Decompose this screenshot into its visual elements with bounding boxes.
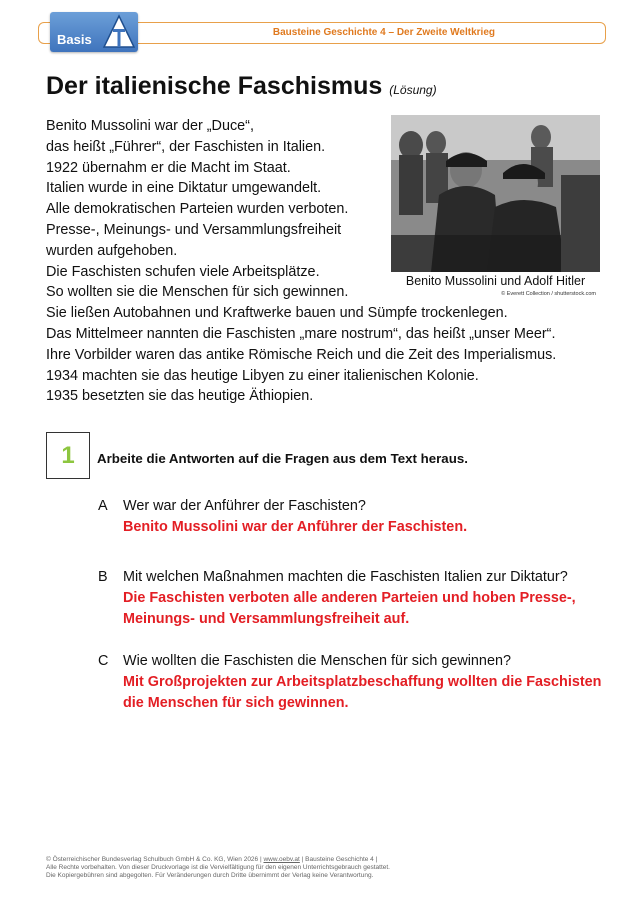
text-line: Ihre Vorbilder waren das antike Römische Reich und die Zeit des Imperialismus. [46, 346, 557, 363]
question-text: Mit welchen Maßnahmen machten die Faschisten Italien zur Diktatur? [123, 569, 568, 585]
text-line: Das Mittelmeer nannten die Faschisten „mare nostrum“, das heißt „unser Meer“. [46, 325, 556, 342]
series-title: Bausteine Geschichte 4 – Der Zweite Weltkrieg [272, 27, 495, 38]
text-line: 1935 besetzten sie das heutige Äthiopien. [46, 388, 314, 405]
question-letter: C [98, 653, 109, 669]
footer-line-1 [46, 856, 390, 864]
task-instruction: Arbeite die Antworten auf die Fragen aus dem Text heraus. [97, 451, 468, 466]
question-text: Wer war der Anführer der Faschisten? [123, 498, 366, 514]
basis-logo [50, 12, 138, 52]
answer-text: Benito Mussolini war der Anführer der Faschisten. [123, 519, 468, 535]
task-number: 1 [61, 441, 75, 469]
task-number-box [46, 432, 90, 479]
text-line: So wollten sie die Menschen für sich gewinnen. [46, 284, 349, 301]
footer [46, 856, 390, 880]
text-line: das heißt „Führer“, der Faschisten in Italien. [46, 138, 326, 155]
photo-credit: © Everett Collection / shutterstock.com [501, 291, 596, 297]
page-title [46, 72, 437, 101]
historical-photo [391, 115, 600, 272]
answer-line: die Menschen für sich gewinnen. [123, 695, 349, 711]
text-line: 1934 machten sie das heutige Libyen zu einer italienischen Kolonie. [46, 367, 479, 384]
text-line: Presse-, Meinungs- und Versammlungsfreiheit [46, 221, 342, 238]
answer-line: Mit Großprojekten zur Arbeitsplatzbeschaffung wollten die Faschisten [123, 674, 602, 690]
footer-copyright: © Österreichischer Bundesverlag Schulbuch GmbH & Co. KG, Wien 2026 | [46, 856, 264, 863]
question-letter: B [98, 569, 108, 585]
publisher-link[interactable]: www.oebv.at [263, 856, 300, 863]
text-line: Italien wurde in eine Diktatur umgewandelt. [46, 180, 322, 197]
photo-illustration [391, 115, 600, 272]
footer-line-3: Die Kopiergebühren sind abgegolten. Für Veränderungen durch Dritte übernimmt der Verlag keine Verantwortung. [46, 872, 374, 879]
question-letter: A [98, 498, 108, 514]
answer-line: Meinungs- und Versammlungsfreiheit auf. [123, 611, 410, 627]
page-subtitle: (Lösung) [389, 83, 437, 97]
page-title-text: Der italienische Faschismus [46, 72, 383, 100]
text-line: Alle demokratischen Parteien wurden verboten. [46, 201, 349, 218]
text-line: 1922 übernahm er die Macht im Staat. [46, 159, 291, 176]
footer-series: | Bausteine Geschichte 4 | [299, 856, 378, 863]
logo-text: Basis [57, 32, 92, 47]
text-line: Sie ließen Autobahnen und Kraftwerke bauen und Sümpfe trockenlegen. [46, 305, 508, 322]
triangle-logo-icon [102, 14, 136, 50]
question-text: Wie wollten die Faschisten die Menschen für sich gewinnen? [123, 653, 511, 669]
text-line: Benito Mussolini war der „Duce“, [46, 118, 254, 134]
text-line: Die Faschisten schufen viele Arbeitsplätze. [46, 263, 320, 280]
footer-line-2: Alle Rechte vorbehalten. Von dieser Druckvorlage ist die Vervielfältigung für den eigenen Unterrichtsgebrauch gestattet. [46, 864, 390, 871]
answer-line: Die Faschisten verboten alle anderen Parteien und hoben Presse-, [123, 590, 576, 606]
text-line: wurden aufgehoben. [46, 242, 178, 259]
photo-caption: Benito Mussolini und Adolf Hitler [405, 274, 586, 288]
